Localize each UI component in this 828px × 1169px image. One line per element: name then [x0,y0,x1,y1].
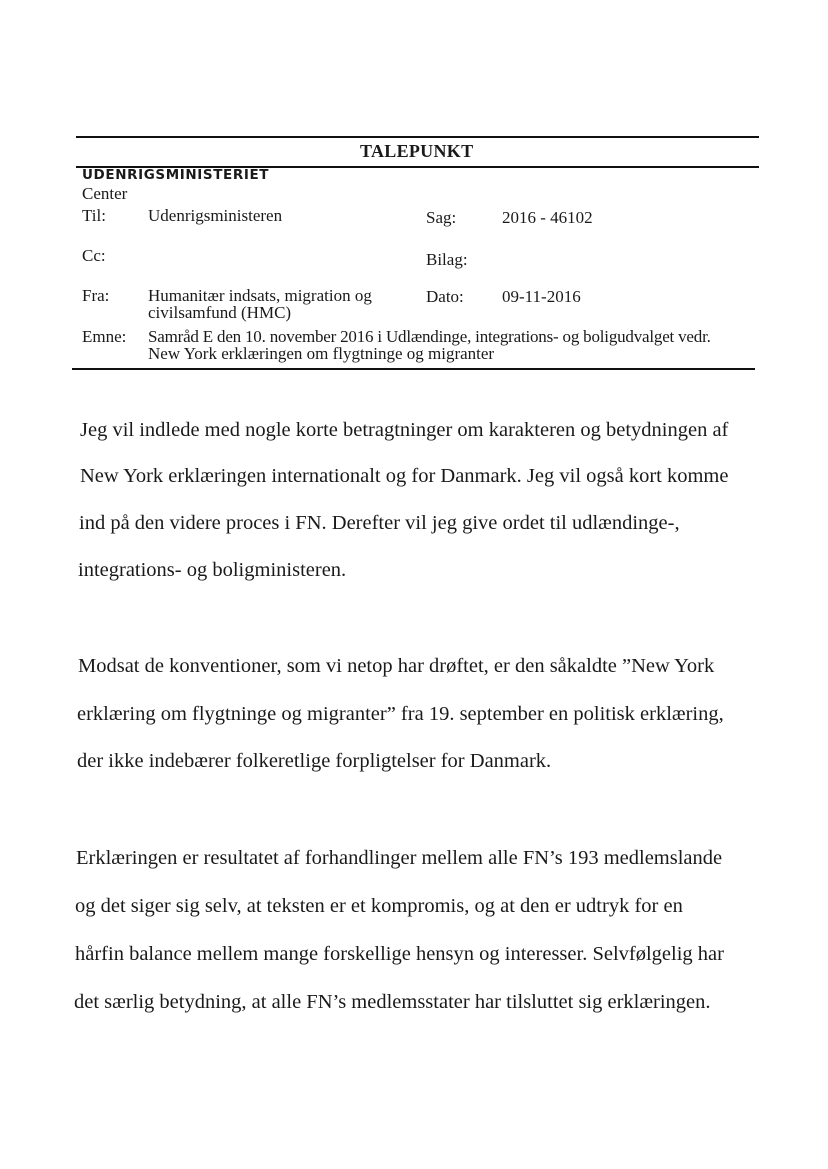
emne-value-line2: New York erklæringen om flygtninge og migranter [148,344,495,363]
paragraph-1-line-3: ind på den videre proces i FN. Derefter vil jeg give ordet til udlændinge-, [79,512,680,534]
emne-value-line1: Samråd E den 10. november 2016 i Udlændinge, integrations- og boligudvalget vedr. [148,327,711,346]
paragraph-3-line-2: og det siger sig selv, at teksten er et kompromis, og at den er udtryk for en [75,895,683,917]
unit-label: Center [82,184,128,203]
bilag-label: Bilag: [426,250,468,269]
paragraph-3-line-3: hårfin balance mellem mange forskellige hensyn og interesser. Selvfølgelig har [75,943,724,965]
emne-label: Emne: [82,327,127,346]
paragraph-1-line-1: Jeg vil indlede med nogle korte betragtninger om karakteren og betydningen af [80,419,729,441]
fra-value-line1: Humanitær indsats, migration og [148,286,372,305]
dato-label: Dato: [426,287,464,306]
til-label: Til: [82,206,106,225]
cc-label: Cc: [82,246,106,265]
sag-value: 2016 - 46102 [502,208,593,227]
dato-value: 09-11-2016 [502,287,581,306]
paragraph-2-line-3: der ikke indebærer folkeretlige forpligtelser for Danmark. [77,750,552,772]
fra-value-line2: civilsamfund (HMC) [148,303,292,322]
paragraph-1-line-2: New York erklæringen internationalt og for Danmark. Jeg vil også kort komme [80,465,729,487]
paragraph-2-line-1: Modsat de konventioner, som vi netop har drøftet, er den såkaldte ”New York [78,655,715,677]
til-value: Udenrigsministeren [148,206,283,225]
paragraph-1-line-4: integrations- og boligministeren. [78,559,347,581]
paragraph-2-line-2: erklæring om flygtninge og migranter” fra 19. september en politisk erklæring, [77,703,724,725]
paragraph-3-line-4: det særlig betydning, at alle FN’s medlemsstater har tilsluttet sig erklæringen. [74,991,711,1013]
paragraph-3-line-1: Erklæringen er resultatet af forhandlinger mellem alle FN’s 193 medlemslande [76,847,723,869]
header-top-rule [76,136,759,138]
organization-name: UDENRIGSMINISTERIET [82,167,270,183]
header-bottom-rule [72,368,755,370]
sag-label: Sag: [426,208,457,227]
fra-label: Fra: [82,286,110,305]
document-title: TALEPUNKT [360,141,474,161]
